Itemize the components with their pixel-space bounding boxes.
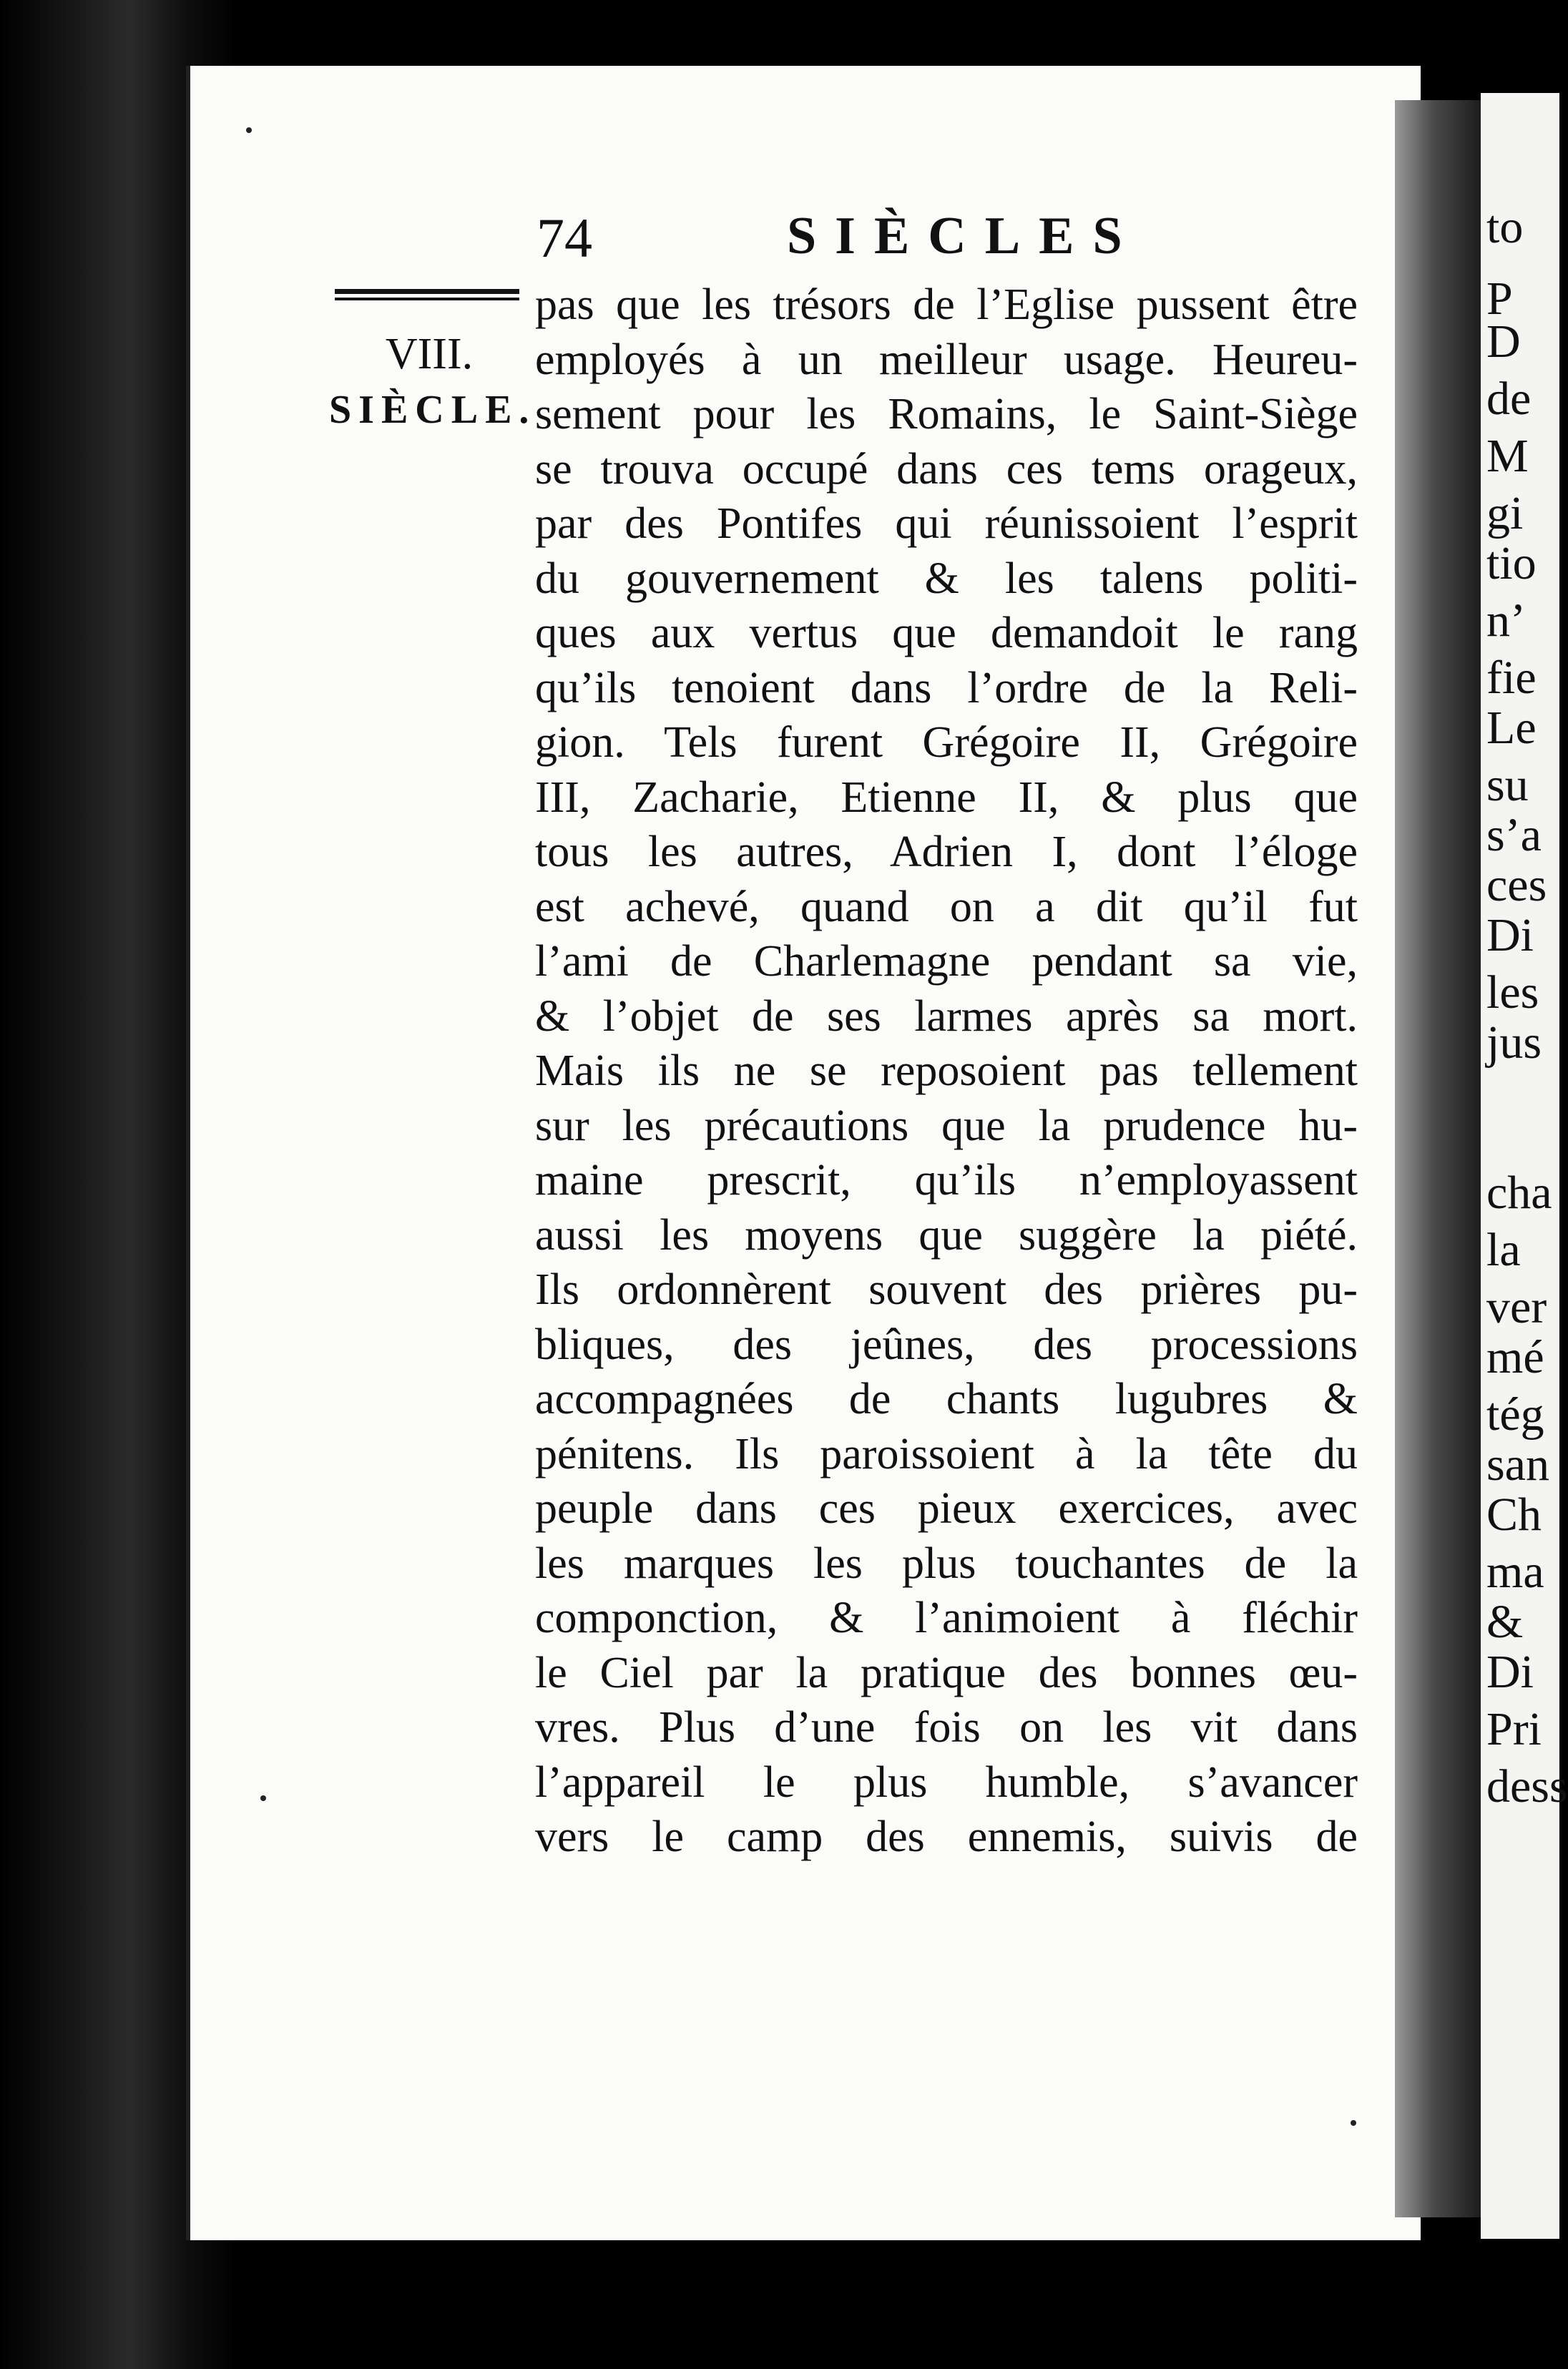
- margin-note-century: VIII.: [385, 330, 474, 378]
- text-line: employés à un meilleur usage. Heureu-: [535, 335, 1358, 384]
- facing-page-fragment: mé: [1486, 1331, 1544, 1383]
- text-line: maine prescrit, qu’ils n’employassent: [535, 1156, 1358, 1205]
- text-line: le Ciel par la pratique des bonnes œu-: [535, 1648, 1358, 1697]
- facing-page-fragment: to: [1486, 201, 1524, 253]
- text-line: & l’objet de ses larmes après sa mort.: [535, 991, 1358, 1041]
- text-line: tous les autres, Adrien I, dont l’éloge: [535, 828, 1358, 876]
- text-line: gion. Tels furent Grégoire II, Grégoire: [535, 718, 1358, 767]
- text-line: l’appareil le plus humble, s’avancer: [535, 1757, 1358, 1807]
- text-line: est achevé, quand on a dit qu’il fut: [535, 882, 1358, 931]
- text-line: bliques, des jeûnes, des processions: [535, 1320, 1358, 1369]
- facing-page-fragment: M: [1486, 430, 1529, 482]
- text-line: aussi les moyens que suggère la piété.: [535, 1210, 1358, 1260]
- text-line: vres. Plus d’une fois on les vit dans: [535, 1703, 1358, 1752]
- text-line: qu’ils tenoient dans l’ordre de la Reli-: [535, 663, 1358, 712]
- margin-rule: [335, 289, 519, 300]
- text-line: l’ami de Charlemagne pendant sa vie,: [535, 937, 1358, 986]
- facing-page-fragment: tio: [1486, 537, 1537, 589]
- page-header: [529, 206, 1352, 270]
- facing-page-fragment: dess: [1486, 1760, 1568, 1813]
- facing-page-fragment: cha: [1486, 1167, 1552, 1219]
- body-text: [535, 278, 1358, 1865]
- text-line: peuple dans ces pieux exercices, avec: [535, 1484, 1358, 1533]
- facing-page-fragment: gi: [1486, 487, 1524, 539]
- text-line: componction, & l’animoient à fléchir: [535, 1594, 1358, 1642]
- text-line: par des Pontifes qui réunissoient l’esprit: [535, 499, 1358, 548]
- facing-page-fragment: jus: [1486, 1016, 1542, 1069]
- margin-note: [329, 326, 536, 438]
- text-line: du gouvernement & les talens politi-: [535, 554, 1358, 603]
- text-line: III, Zacharie, Etienne II, & plus que: [535, 772, 1358, 822]
- facing-page-fragment: Le: [1486, 702, 1537, 754]
- facing-page-fragment: Di: [1486, 1646, 1534, 1698]
- facing-page-fragment: &: [1486, 1596, 1524, 1648]
- text-line: pas que les trésors de l’Eglise pussent être: [535, 280, 1358, 329]
- text-line: Ils ordonnèrent souvent des prières pu-: [535, 1265, 1358, 1314]
- facing-page-fragment: ces: [1486, 859, 1547, 911]
- facing-page-fragment: ver: [1486, 1281, 1547, 1333]
- ink-speck: [260, 1795, 266, 1801]
- facing-page-fragment: Di: [1486, 909, 1534, 961]
- facing-page-fragment: P: [1486, 273, 1513, 325]
- facing-page-fragment: san: [1486, 1438, 1549, 1491]
- facing-page-fragment: tég: [1486, 1388, 1544, 1441]
- facing-page-fragment: la: [1486, 1224, 1521, 1276]
- facing-page-fragment: s’a: [1486, 809, 1542, 861]
- facing-page-fragment: fie: [1486, 652, 1537, 704]
- facing-page-fragment: Pri: [1486, 1703, 1542, 1755]
- running-title: SIÈCLES: [787, 207, 1141, 265]
- text-line: se trouva occupé dans ces tems orageux,: [535, 444, 1358, 494]
- text-line: Mais ils ne se reposoient pas tellement: [535, 1046, 1358, 1095]
- text-line: sement pour les Romains, le Saint-Siège: [535, 390, 1358, 438]
- facing-page-fragment: n’: [1486, 594, 1526, 647]
- margin-note-label: SIÈCLE.: [329, 388, 536, 432]
- facing-page-fragment: su: [1486, 759, 1529, 811]
- text-line: vers le camp des ennemis, suivis de: [535, 1813, 1358, 1861]
- facing-page-fragment: de: [1486, 373, 1532, 425]
- facing-page-fragment: ma: [1486, 1546, 1544, 1598]
- ink-speck: [246, 127, 252, 133]
- page-number: 74: [536, 207, 592, 269]
- facing-page-fragment: Ch: [1486, 1488, 1542, 1541]
- text-line: sur les précautions que la prudence hu-: [535, 1101, 1358, 1150]
- page-gutter-shadow: [1395, 100, 1481, 2217]
- text-line: accompagnées de chants lugubres &: [535, 1375, 1358, 1423]
- facing-page-edge: [1481, 93, 1568, 2239]
- text-line: les marques les plus touchantes de la: [535, 1539, 1358, 1588]
- ink-speck: [1351, 2120, 1356, 2126]
- text-line: ques aux vertus que demandoit le rang: [535, 609, 1358, 657]
- text-line: pénitens. Ils paroissoient à la tête du: [535, 1429, 1358, 1478]
- facing-page-fragment: D: [1486, 315, 1521, 368]
- facing-page-fragment: les: [1486, 966, 1539, 1019]
